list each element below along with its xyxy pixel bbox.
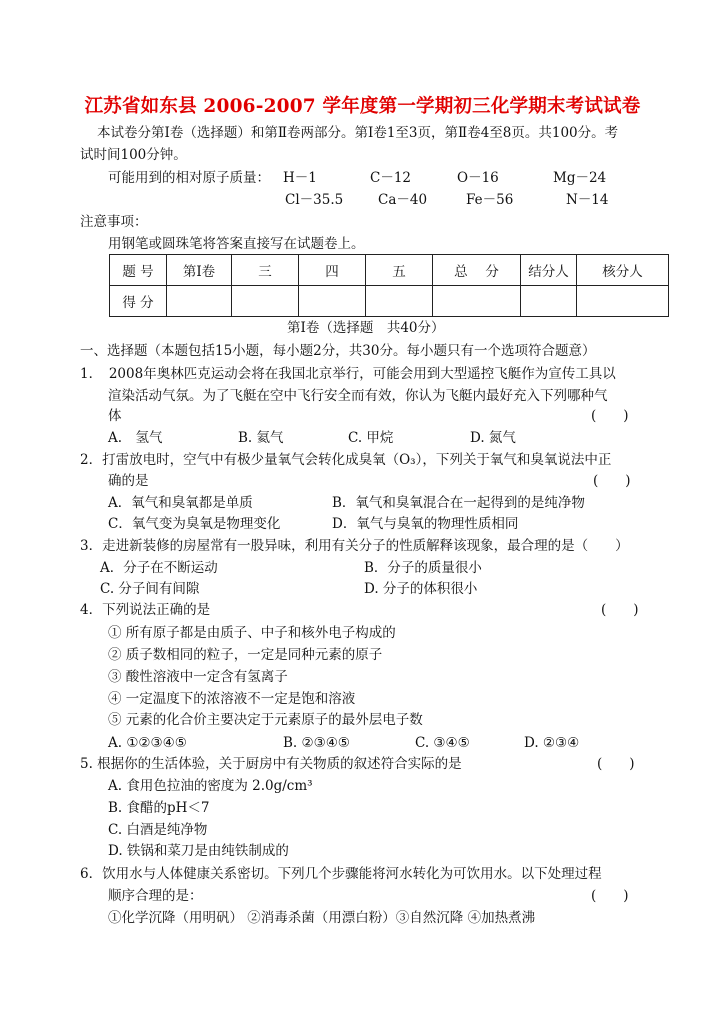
q4-line-1: 4．下列说法正确的是 — [80, 602, 211, 618]
atomic-mass-cl: Cl－35.5 — [285, 192, 344, 208]
q4-option-c: C. ③④⑤ — [415, 735, 470, 751]
atomic-mass-ca: Ca－40 — [378, 192, 428, 208]
q4-answer-paren[interactable]: ( ) — [601, 602, 639, 618]
intro-line-1: 本试卷分第Ⅰ卷（选择题）和第Ⅱ卷两部分。第Ⅰ卷1至3页，第Ⅱ卷4至8页。共100分。考 — [97, 125, 619, 141]
atomic-mass-fe: Fe－56 — [466, 192, 514, 208]
q2-answer-paren[interactable]: ( ) — [593, 473, 631, 489]
score-row-label: 得 分 — [110, 286, 167, 317]
intro-line-2: 试时间100分钟。 — [80, 147, 187, 163]
q6-line-1: 6．饮用水与人体健康关系密切。下列几个步骤能将河水转化为可饮用水。以下处理过程 — [80, 866, 602, 882]
section-title: 第Ⅰ卷（选择题 共40分） — [287, 320, 445, 336]
q4-item-2: ② 质子数相同的粒子，一定是同种元素的原子 — [108, 647, 383, 663]
q1-option-a: A. 氢气 — [108, 430, 163, 446]
q1-option-c: C. 甲烷 — [348, 430, 394, 446]
q5-option-a: A. 食用色拉油的密度为 2.0g/cm³ — [108, 778, 313, 794]
score-header-cell: 第Ⅰ卷 — [167, 255, 232, 286]
q4-option-a: A. ①②③④⑤ — [108, 735, 187, 751]
atomic-mass-label: 可能用到的相对原子质量： — [108, 170, 270, 186]
q3-option-d: D. 分子的体积很小 — [364, 581, 478, 597]
notice-title: 注意事项： — [80, 214, 148, 230]
q5-line-1: 5. 根据你的生活体验，关于厨房中有关物质的叙述符合实际的是 — [80, 756, 462, 772]
q1-answer-paren[interactable]: ( ) — [591, 408, 629, 424]
atomic-mass-o: O－16 — [457, 170, 499, 186]
q2-option-c: C．氧气变为臭氧是物理变化 — [108, 516, 281, 532]
score-cell[interactable] — [521, 286, 577, 317]
score-header-cell: 题 号 — [110, 255, 167, 286]
q2-line-2: 确的是 — [108, 473, 149, 489]
score-header-cell: 四 — [299, 255, 366, 286]
score-header-cell: 三 — [232, 255, 299, 286]
q4-item-1: ① 所有原子都是由质子、中子和核外电子构成的 — [108, 625, 396, 641]
q5-option-b: B. 食醋的pH＜7 — [108, 800, 210, 816]
atomic-mass-mg: Mg－24 — [553, 170, 607, 186]
q6-answer-paren[interactable]: ( ) — [591, 888, 629, 904]
q5-option-c: C. 白酒是纯净物 — [108, 822, 208, 838]
score-cell[interactable] — [167, 286, 232, 317]
q5-option-d: D. 铁锅和菜刀是由纯铁制成的 — [108, 843, 289, 859]
q2-option-d: D．氧气与臭氧的物理性质相同 — [332, 516, 519, 532]
score-table-score-row — [110, 286, 669, 317]
score-cell[interactable] — [299, 286, 366, 317]
q4-item-5: ⑤ 元素的化合价主要决定于元素原子的最外层电子数 — [108, 712, 423, 728]
notice-text: 用钢笔或圆珠笔将答案直接写在试题卷上。 — [108, 236, 365, 252]
exam-title: 江苏省如东县 2006-2007 学年度第一学期初三化学期末考试试卷 — [84, 96, 641, 117]
q1-option-d: D. 氮气 — [470, 430, 516, 446]
score-table-header-row — [110, 255, 669, 286]
q3-option-b: B．分子的质量很小 — [364, 560, 482, 576]
q3-option-c: C. 分子间有间隙 — [100, 581, 200, 597]
atomic-mass-h: H－1 — [283, 170, 317, 186]
q3-line-1: 3．走进新装修的房屋常有一股异味，利用有关分子的性质解释该现象，最合理的是（ ） — [80, 538, 629, 554]
score-table — [109, 254, 669, 317]
atomic-mass-n: N－14 — [566, 192, 609, 208]
q1-line-2: 渲染活动气氛。为了飞艇在空中飞行安全而有效，你认为飞艇内最好充入下列哪种气 — [108, 388, 608, 404]
atomic-mass-c: C－12 — [370, 170, 412, 186]
q1-line-3: 体 — [108, 408, 122, 424]
score-header-cell: 五 — [366, 255, 433, 286]
score-header-cell: 核分人 — [577, 255, 669, 286]
score-header-cell: 总 分 — [433, 255, 521, 286]
score-cell[interactable] — [577, 286, 669, 317]
q1-option-b: B. 氦气 — [238, 430, 284, 446]
q3-option-a: A．分子在不断运动 — [100, 560, 218, 576]
q6-line-2: 顺序合理的是： — [108, 888, 203, 904]
q4-option-d: D. ②③④ — [524, 735, 580, 751]
q4-item-3: ③ 酸性溶液中一定含有氢离子 — [108, 669, 288, 685]
q2-line-1: 2．打雷放电时，空气中有极少量氧气会转化成臭氧（O₃），下列关于氧气和臭氧说法中正 — [80, 452, 612, 468]
score-cell[interactable] — [232, 286, 299, 317]
q2-option-a: A．氧气和臭氧都是单质 — [108, 495, 253, 511]
score-header-cell: 结分人 — [521, 255, 577, 286]
q4-option-b: B. ②③④⑤ — [283, 735, 350, 751]
q2-option-b: B．氧气和臭氧混合在一起得到的是纯净物 — [332, 495, 585, 511]
score-cell[interactable] — [366, 286, 433, 317]
section-intro: 一、选择题（本题包括15小题，每小题2分，共30分。每小题只有一个选项符合题意） — [80, 343, 596, 359]
q4-item-4: ④ 一定温度下的浓溶液不一定是饱和溶液 — [108, 691, 356, 707]
score-cell[interactable] — [433, 286, 521, 317]
q6-line-3: ①化学沉降（用明矾） ②消毒杀菌（用漂白粉）③自然沉降 ④加热煮沸 — [108, 910, 536, 926]
q1-line-1: 1． 2008年奥林匹克运动会将在我国北京举行，可能会用到大型遥控飞艇作为宣传工具以 — [80, 366, 616, 382]
q5-answer-paren[interactable]: ( ) — [597, 756, 635, 772]
